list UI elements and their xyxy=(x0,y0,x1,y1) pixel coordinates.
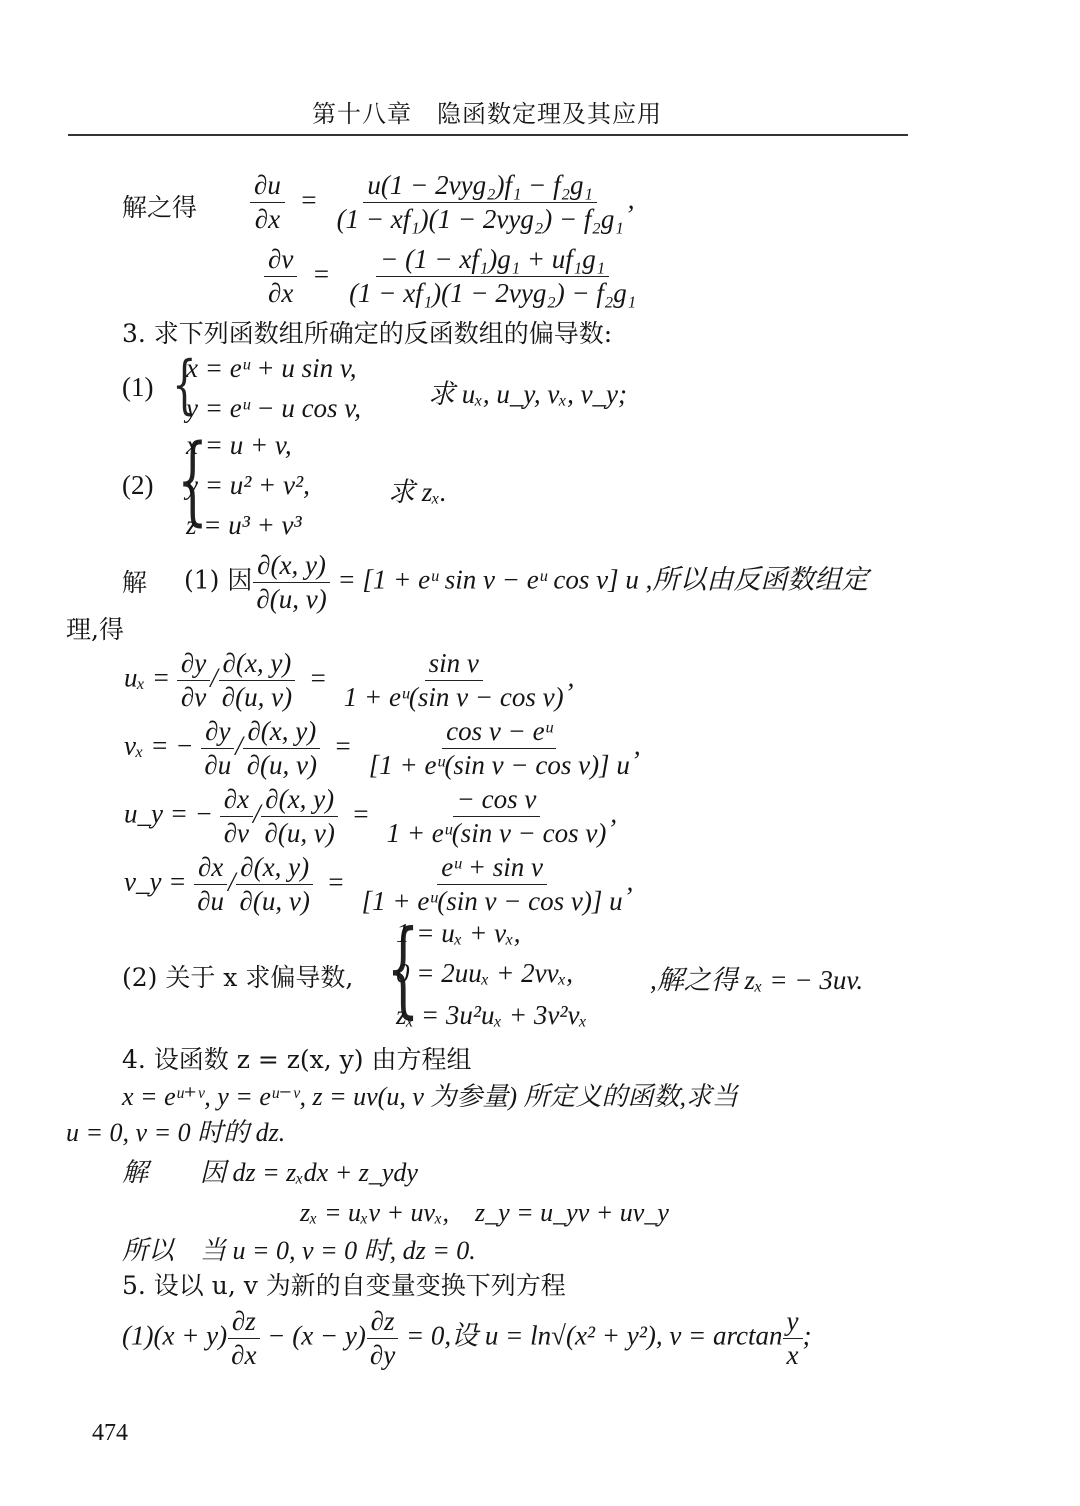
problem-5-title: 5. 设以 u, v 为新的自变量变换下列方程 xyxy=(122,1271,566,1300)
equation-dv-dx: $\frac{\partial v}{\partial x}$ = $\frac{\text{− (1 − xf₁)g₁ + uf₁g₁}}{\text{(1 − xf₁)(1 − 2vyg₂) − f₂g₁}}$ xyxy=(264,244,640,309)
problem-3-2-label: (2) xyxy=(122,470,154,500)
fraction: $\frac{\partial(x, y)}{\partial(u, v)}$ xyxy=(243,716,321,781)
problem-4-solution: 解 因 dz = zₓdx + z_ydy xyxy=(122,1158,418,1187)
page-number: 474 xyxy=(92,1420,128,1446)
system-1-eq1: x = eᵘ + u sin v, xyxy=(186,353,357,383)
fraction: $\frac{\partial y}{\partial u}$ xyxy=(200,716,235,781)
fraction: $\frac{\partial(x, y)}{\partial(u, v)}$ xyxy=(261,784,339,849)
header-rule xyxy=(68,134,908,136)
part-2-prefix: (2) 关于 x 求偏导数, xyxy=(122,963,354,992)
equation-uy: u_y = − $\frac{\partial x}{\partial v}$ / $\frac{\partial(x, y)}{\partial(u, v)}$ = $\frac{\text{− cos v}}{\text{1 + eᵘ(sin v − cos v)}}$ , xyxy=(124,784,618,848)
problem-4-line2: x = eᵘ⁺ᵛ, y = eᵘ⁻ᵛ, z = uv(u, v 为参量) 所定义的函数,求当 xyxy=(122,1082,739,1111)
fraction: $\frac{\text{cos v − eᵘ}}{\text{[1 + eᵘ(sin v − cos v)] u}}$ xyxy=(368,716,630,780)
problem-3-title: 3. 求下列函数组所确定的反函数组的偏导数: xyxy=(122,319,613,348)
solution-label: 解之得 xyxy=(122,193,198,222)
fraction: $\frac{\text{sin v}}{\text{1 + eᵘ(sin v − cos v)}}$ xyxy=(343,648,564,712)
equation-ux: uₓ = $\frac{\partial y}{\partial v}$ / $\frac{\partial(x, y)}{\partial(u, v)}$ = $\frac{\text{sin v}}{\text{1 + eᵘ(sin v − cos v)}}$ , xyxy=(124,648,575,712)
problem-4-line3: u = 0, v = 0 时的 dz. xyxy=(66,1118,286,1147)
fraction: $\frac{\partial v}{\partial x}$ xyxy=(264,244,297,309)
system-2-eq2: y = u² + v², xyxy=(186,470,310,500)
part-2-result: ,解之得 zₓ = − 3uv. xyxy=(650,965,864,995)
problem-4-solution-2: zₓ = uₓv + uvₓ, z_y = u_yv + uv_y xyxy=(300,1198,669,1227)
problem-4-title: 4. 设函数 z = z(x, y) 由方程组 xyxy=(122,1045,472,1074)
system-2-eq1: x = u + v, xyxy=(186,430,292,460)
fraction: $\frac{y}{x}$ xyxy=(783,1306,803,1371)
left-brace: { xyxy=(386,907,420,1029)
left-brace: { xyxy=(172,348,197,422)
fraction: $\frac{\partial(x, y)}{\partial(u, v)}$ xyxy=(252,550,330,615)
fraction: $\frac{\partial u}{\partial x}$ xyxy=(250,170,285,235)
part-2-eq2: 0 = 2uuₓ + 2vvₓ, xyxy=(396,958,574,988)
continuation-text: 理,得 xyxy=(66,615,124,644)
fraction: $\frac{\text{− (1 − xf₁)g₁ + uf₁g₁}}{\text{(1 − xf₁)(1 − 2vyg₂) − f₂g₁}}$ xyxy=(349,244,637,308)
jacobian-line: (1) 因 $\frac{\partial(x, y)}{\partial(u, v)}$ = [1 + eᵘ sin v − eᵘ cos v] u ,所以由反函数组定 xyxy=(184,550,869,614)
solution-label: 解 xyxy=(122,568,148,597)
problem-5-1-equation: (1)(x + y) $\frac{\partial z}{\partial x}$ − (x − y) $\frac{\partial z}{\partial y}$ = 0,设 u = ln√(x² + y²), v = arctan $\frac{y}{x}$ ; xyxy=(122,1306,812,1370)
system-1-eq2: y = eᵘ − u cos v, xyxy=(186,393,362,423)
fraction: $\frac{\text{u(1 − 2vyg₂)f₁ − f₂g₁}}{\text{(1 − xf₁)(1 − 2vyg₂) − f₂g₁}}$ xyxy=(336,170,624,234)
fraction: $\frac{\text{eᵘ + sin v}}{\text{[1 + eᵘ(sin v − cos v)] u}}$ xyxy=(361,852,623,916)
fraction: $\frac{\partial z}{\partial x}$ xyxy=(227,1306,260,1371)
equation-vx: vₓ = − $\frac{\partial y}{\partial u}$ / $\frac{\partial(x, y)}{\partial(u, v)}$ = $\frac{\text{cos v − eᵘ}}{\text{[1 + eᵘ(sin v − cos v)] u}}$ , xyxy=(124,716,641,780)
problem-3-2-ask: 求 zₓ. xyxy=(388,477,447,507)
problem-3-1-ask: 求 uₓ, u_y, vₓ, v_y; xyxy=(428,379,628,409)
problem-4-solution-3: 所以 当 u = 0, v = 0 时, dz = 0. xyxy=(122,1236,476,1265)
fraction: $\frac{\partial y}{\partial v}$ xyxy=(177,648,210,713)
part-2-eq3: zₓ = 3u²uₓ + 3v²vₓ xyxy=(396,1000,588,1030)
fraction: $\frac{\partial(x, y)}{\partial(u, v)}$ xyxy=(236,852,314,917)
equation-vy: v_y = $\frac{\partial x}{\partial u}$ / $\frac{\partial(x, y)}{\partial(u, v)}$ = $\frac{\text{eᵘ + sin v}}{\text{[1 + eᵘ(sin v − cos v)] u}}$ , xyxy=(124,852,634,916)
fraction: $\frac{\partial x}{\partial u}$ xyxy=(193,852,228,917)
problem-3-1-label: (1) xyxy=(122,372,154,402)
fraction: $\frac{\partial x}{\partial v}$ xyxy=(220,784,253,849)
system-2-eq3: z = u³ + v³ xyxy=(186,510,302,540)
fraction: $\frac{\partial z}{\partial y}$ xyxy=(366,1306,399,1371)
running-header: 第十八章 隐函数定理及其应用 xyxy=(312,100,662,128)
fraction: $\frac{\partial(x, y)}{\partial(u, v)}$ xyxy=(218,648,296,713)
equation-du-dx: $\frac{\partial u}{\partial x}$ = $\frac{\text{u(1 − 2vyg₂)f₁ − f₂g₁}}{\text{(1 − xf₁)(1 − 2vyg₂) − f₂g₁}}$ , xyxy=(250,170,634,235)
part-2-eq1: 1 = uₓ + vₓ, xyxy=(396,918,521,948)
left-brace: { xyxy=(177,424,208,536)
fraction: $\frac{\text{− cos v}}{\text{1 + eᵘ(sin v − cos v)}}$ xyxy=(386,784,607,848)
